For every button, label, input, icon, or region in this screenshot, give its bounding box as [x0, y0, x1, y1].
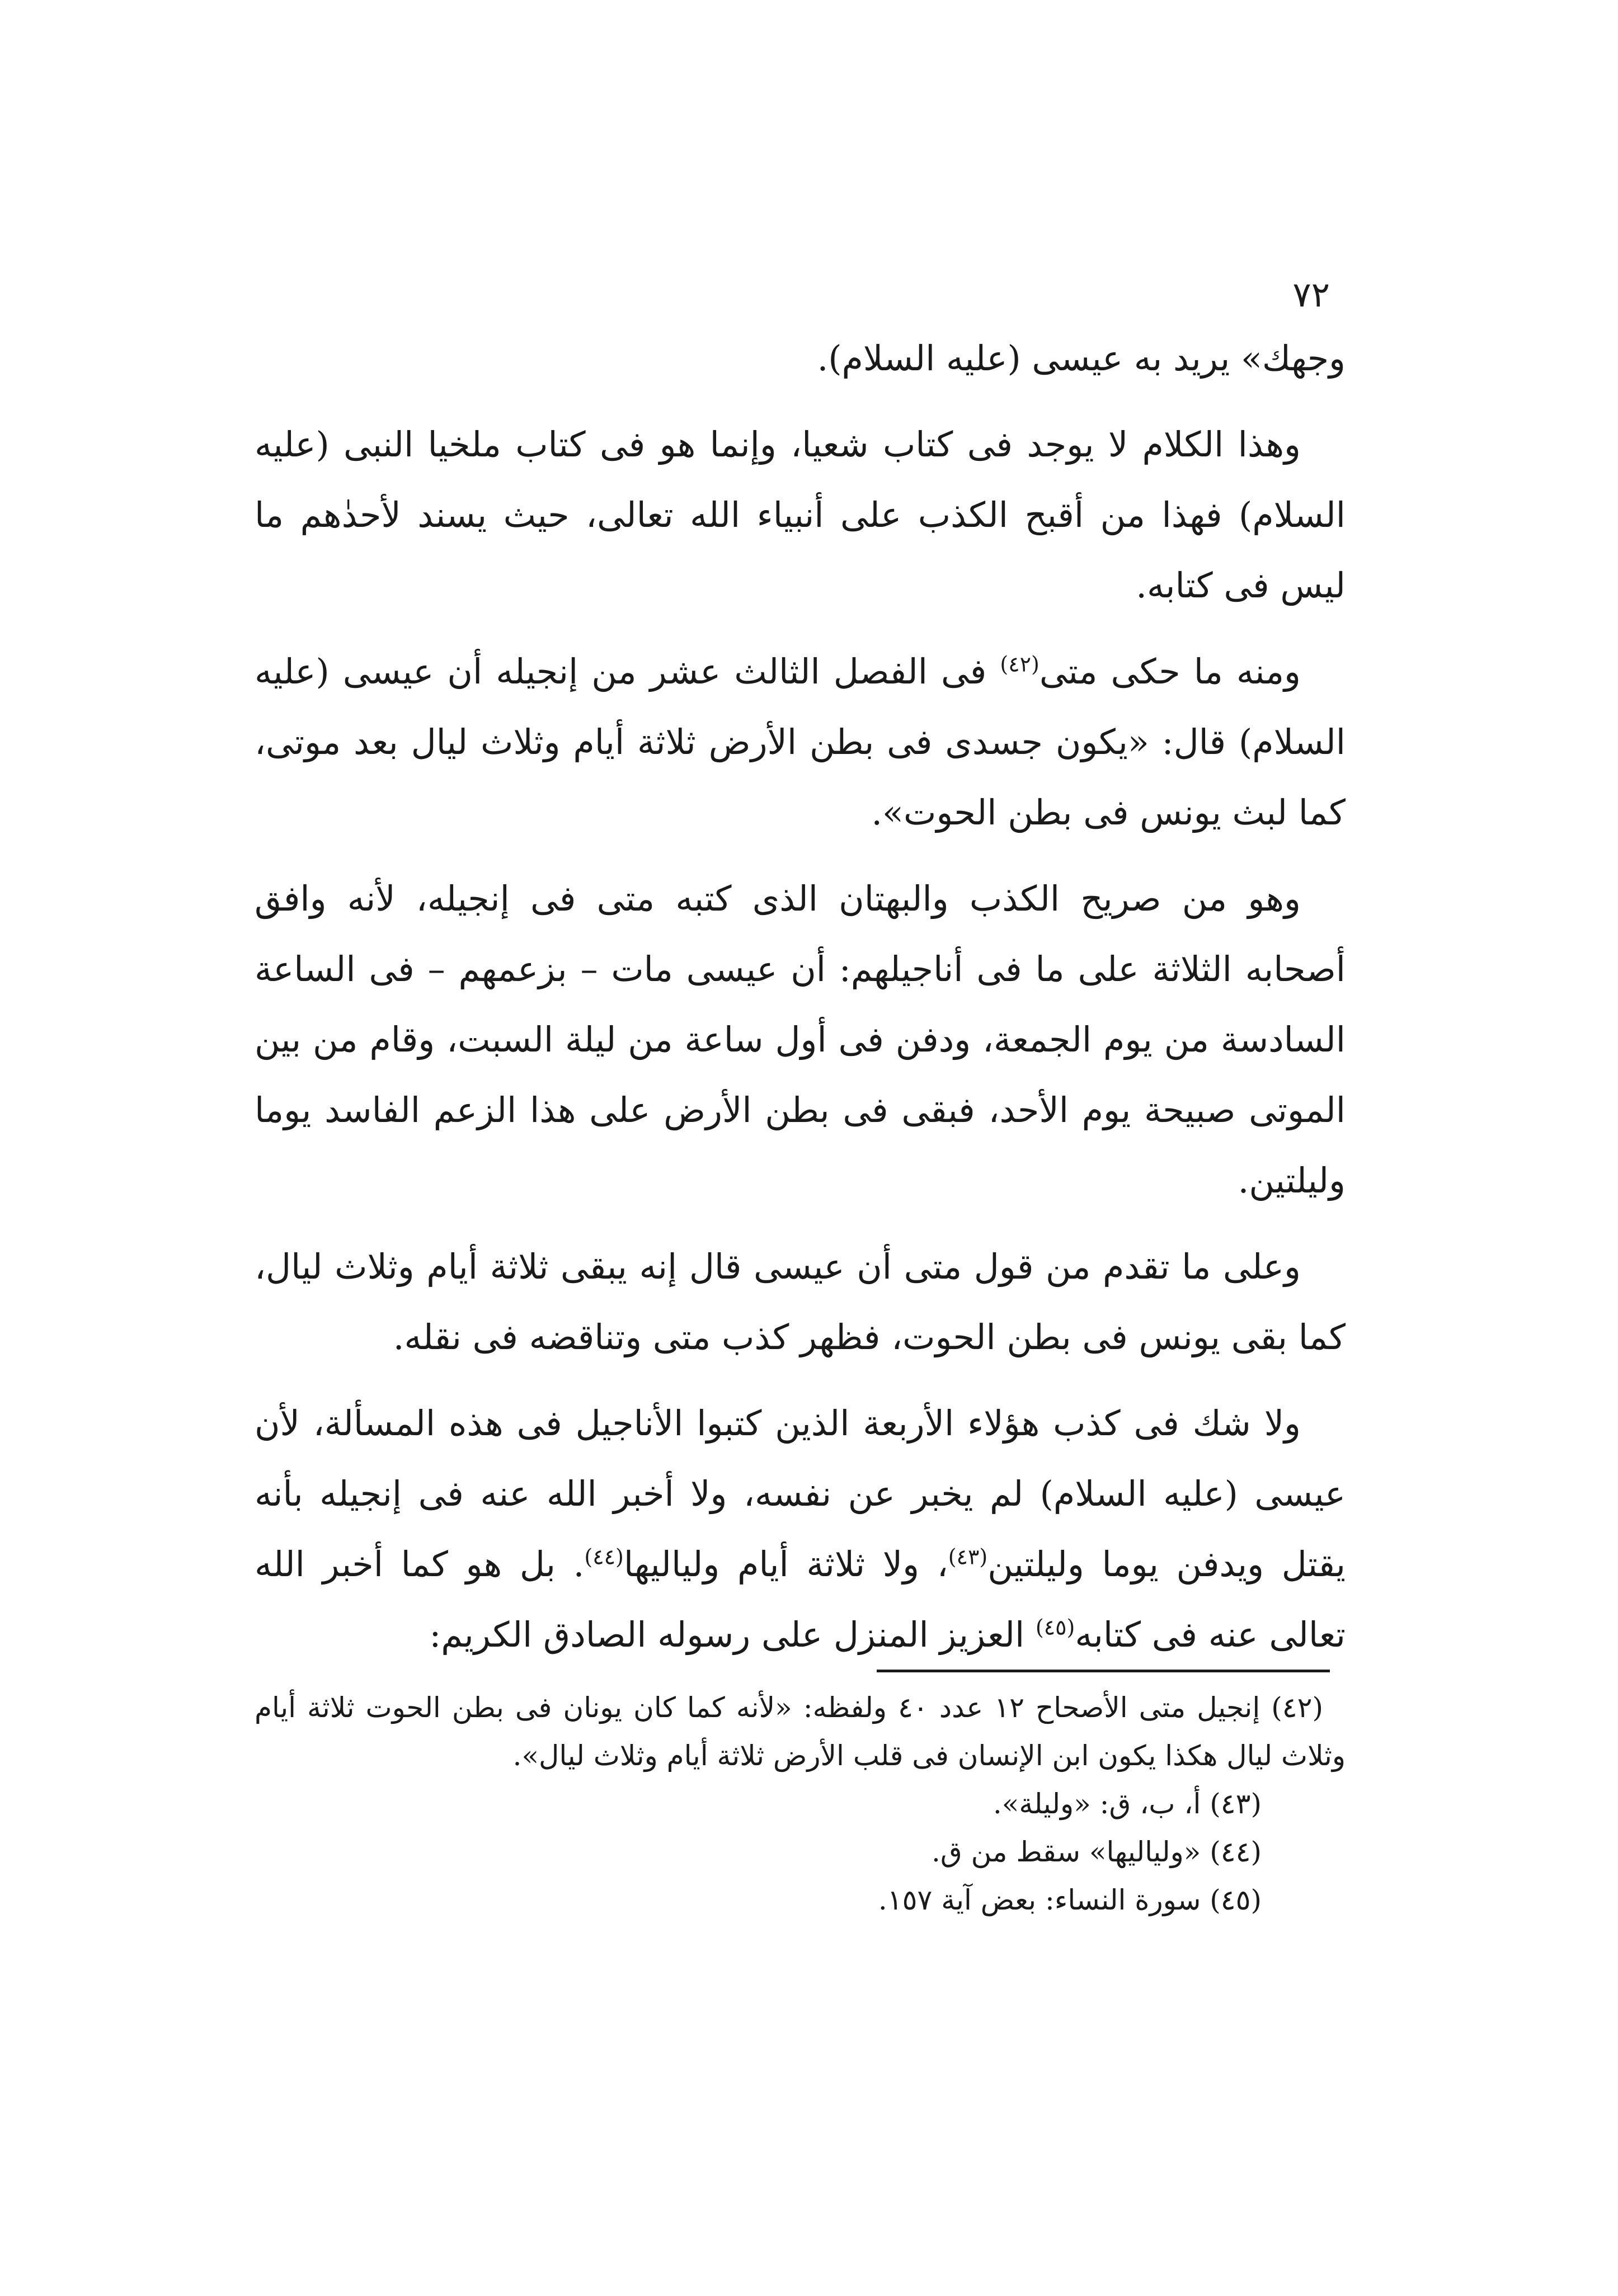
paragraph-text: وجهك» يريد به عيسى (عليه السلام).	[817, 338, 1346, 379]
paragraph-text: ومنه ما حكى متى	[1039, 651, 1301, 692]
paragraph	[255, 1232, 1346, 1373]
footnote-reference: (٤٥)	[1035, 1615, 1075, 1640]
paragraph-text: العزيز المنزل على رسوله الصادق الكريم:	[429, 1614, 1036, 1655]
footnote-reference: (٤٢)	[1000, 652, 1040, 677]
footnote: (٤٤) «ولياليها» سقط من ق.	[932, 1836, 1262, 1868]
footnote: (٤٥) سورة النساء: بعض آية ١٥٧.	[878, 1884, 1262, 1916]
footnote: (٤٣) أ، ب، ق: «وليلة».	[993, 1788, 1262, 1820]
footnote-reference: (٤٣)	[948, 1544, 988, 1569]
footnote: (٤٢) إنجيل متى الأصحاح ١٢ عدد ٤٠ ولفظه: «لأنه كما كان يونان فى بطن الحوت ثلاثة أيام وثلاث ليال هكذا يكون ابن الإنسان فى قلب الأرض ثلاثة أيام وثلاث ليال».	[255, 1691, 1346, 1772]
paragraph-text: وعلى ما تقدم من قول متى أن عيسى قال إنه يبقى ثلاثة أيام وثلاث ليال، كما بقى يونس فى بطن الحوت، فظهر كذب متى وتناقضه فى نقله.	[255, 1246, 1346, 1357]
paragraph	[255, 637, 1346, 848]
paragraph-text: وهو من صريح الكذب والبهتان الذى كتبه متى فى إنجيله، لأنه وافق أصحابه الثلاثة على ما فى أناجيلهم: أن عيسى مات – بزعمهم – فى الساعة السادسة من يوم الجمعة، ودفن فى أول ساعة من ليلة السبت، وقام من بين الموتى صبيحة يوم الأحد، فبقى فى بطن الأرض على هذا الزعم الفاسد يوما وليلتين.	[255, 878, 1346, 1201]
footnote-reference: (٤٤)	[584, 1544, 624, 1569]
paragraph-text: ، ولا ثلاثة أيام ولياليها	[623, 1544, 948, 1585]
paragraph	[255, 409, 1346, 621]
footnotes	[255, 1684, 1346, 1924]
paragraph-text: ولا شك فى كذب هؤلاء الأربعة الذين كتبوا الأناجيل فى هذه المسألة، لأن عيسى (عليه السلام) لم يخبر عن نفسه، ولا أخبر الله عنه فى إنجيله بأنه يقتل ويدفن يوما وليلتين	[255, 1403, 1346, 1585]
paragraph	[255, 864, 1346, 1216]
paragraph-text: وهذا الكلام لا يوجد فى كتاب شعيا، وإنما هو فى كتاب ملخيا النبى (عليه السلام) فهذا من أقبح الكذب على أنبياء الله تعالى، حيث يسند لأحدٰهم ما ليس فى كتابه.	[255, 424, 1346, 606]
paragraph-text: . بل هو كما أخبر الله تعالى عنه فى كتابه	[255, 1544, 1346, 1655]
footnote-divider	[877, 1670, 1330, 1672]
paragraph	[255, 323, 1346, 394]
paragraph-text: فى الفصل الثالث عشر من إنجيله أن عيسى (عليه السلام) قال: «يكون جسدى فى بطن الأرض ثلاثة أيام وثلاث ليال بعد موتى، كما لبث يونس فى بطن الحوت».	[255, 651, 1346, 833]
page-number: ٧٢	[1292, 274, 1330, 315]
main-text	[255, 323, 1346, 1686]
paragraph	[255, 1388, 1346, 1670]
